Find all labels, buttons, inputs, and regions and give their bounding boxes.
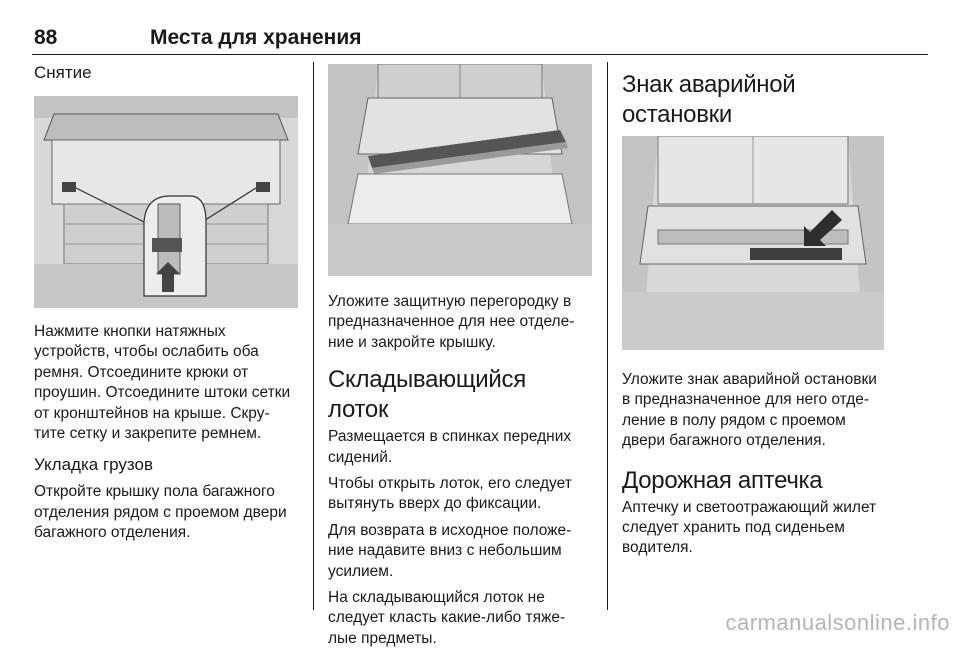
figure-partition-storage (328, 64, 592, 276)
chapter-title: Места для хранения (150, 26, 362, 49)
heading-removal: Снятие (34, 63, 92, 82)
heading-kit: Дорожная аптечка (622, 466, 823, 494)
text-tray-2: Чтобы открыть лоток, его следует вытянуть вверх до фиксации. (328, 475, 572, 513)
page-header (32, 22, 928, 55)
text-tray-3: Для возврата в исходное положе- ние надавите вниз с небольшим усилием. (328, 521, 572, 580)
heading-loading: Укладка грузов (34, 455, 153, 475)
heading-tray: Складывающийся лоток (328, 366, 526, 424)
column-divider (607, 62, 608, 610)
figure-cargo-net (34, 96, 298, 308)
page-number: 88 (34, 26, 58, 49)
column-divider (313, 62, 314, 610)
text-tray-4: На складывающийся лоток не следует класть какие-либо тяже- лые предметы. (328, 589, 566, 647)
text-removal: Нажмите кнопки натяжных устройств, чтобы ослабить оба ремня. Отсоедините крюки от проушин. Отсоедините штоки сетки от кронштейнов на крыше. Скру- тите сетку и закрепите ремнем. (34, 323, 291, 443)
column-2 (328, 62, 592, 649)
text-loading: Откройте крышку пола багажного отделения рядом с проемом двери багажного отделения. (34, 483, 287, 542)
text-tray-1: Размещается в спинках передних сидений. (328, 428, 572, 466)
heading-triangle: Знак аварийной остановки (622, 71, 796, 128)
watermark: carmanualsonline.info (725, 610, 950, 635)
column-1 (34, 62, 298, 544)
text-triangle: Уложите знак аварийной остановки в предназначенное для него отде- ление в полу рядом с проемом двери багажного отделения. (622, 371, 877, 450)
text-kit: Аптечку и светоотражающий жилет следует хранить под сиденьем водителя. (622, 498, 877, 557)
column-3 (622, 62, 886, 559)
text-partition: Уложите защитную перегородку в предназначенное для нее отделе- ние и закройте крышку. (328, 293, 575, 351)
figure-warning-triangle (622, 136, 884, 350)
